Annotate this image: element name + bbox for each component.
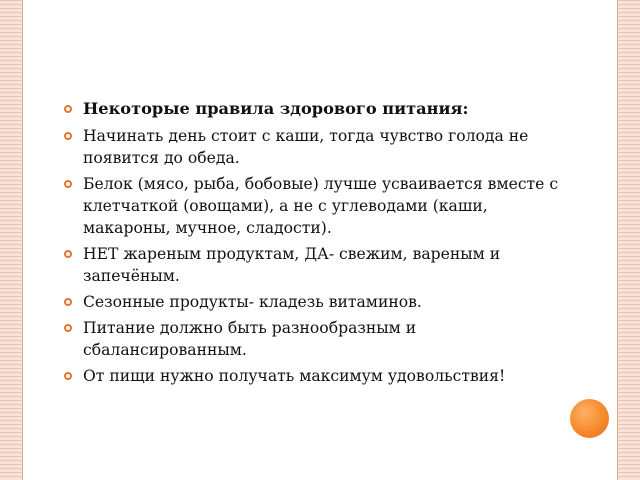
list-item (64, 125, 580, 169)
bullet-icon (64, 298, 72, 306)
right-decorative-border (618, 0, 640, 480)
bullet-icon (64, 105, 72, 113)
list-item-text: Сезонные продукты- кладезь витаминов. (83, 293, 422, 311)
left-decorative-border (0, 0, 22, 480)
bullet-icon (64, 250, 72, 258)
bullet-icon (64, 180, 72, 188)
slide-content (64, 98, 580, 391)
list-item-text: От пищи нужно получать максимум удовольствия! (83, 367, 506, 385)
list-item-text: Начинать день стоит с каши, тогда чувство голода не появится до обеда. (83, 127, 529, 167)
left-border-line (22, 0, 23, 480)
heading-text: Некоторые правила здорового питания: (83, 99, 469, 118)
bullet-icon (64, 132, 72, 140)
list-item-text: Питание должно быть разнообразным и сбалансированным. (83, 319, 417, 359)
right-border-line (617, 0, 618, 480)
list-item (64, 173, 580, 239)
list-item (64, 243, 580, 287)
list-heading (64, 98, 580, 120)
orange-circle-decoration (570, 399, 609, 438)
bullet-list (64, 98, 580, 387)
list-item (64, 317, 580, 361)
list-item (64, 291, 580, 313)
list-item-text: НЕТ жареным продуктам, ДА- свежим, вареным и запечёным. (83, 245, 501, 285)
list-item-text: Белок (мясо, рыба, бобовые) лучше усваивается вместе с клетчаткой (овощами), а не с углеводами (каши, макароны, мучное, сладости). (83, 175, 559, 237)
list-item (64, 365, 580, 387)
bullet-icon (64, 372, 72, 380)
bullet-icon (64, 324, 72, 332)
